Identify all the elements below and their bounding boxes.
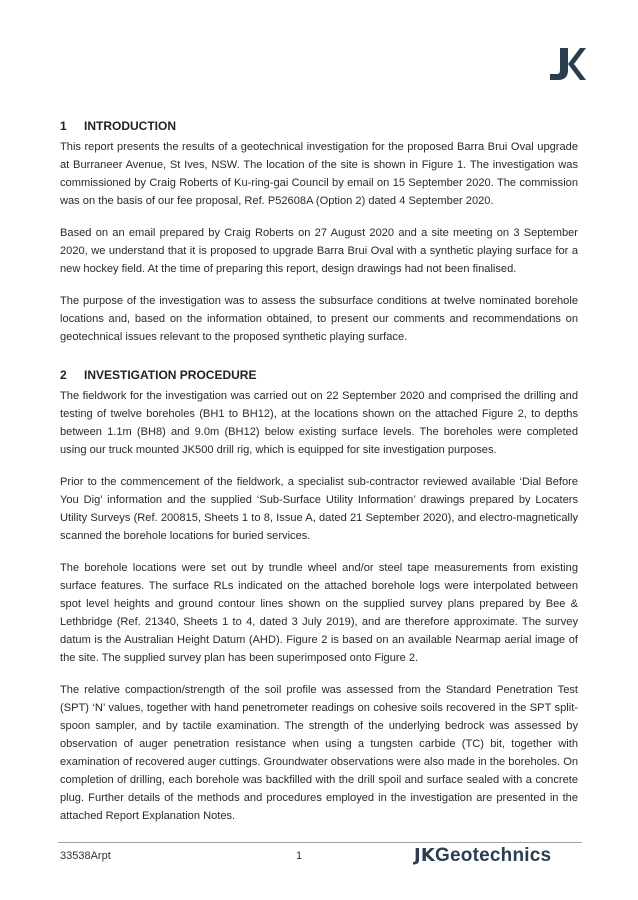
brand-suffix: Geotechnics (435, 845, 552, 866)
paragraph: The borehole locations were set out by trundle wheel and/or steel tape measurements from existing surface features. The surface RLs indicated on the attached borehole logs were interpolated between spot level heights and ground contour lines shown on the supplied survey plans prepared by Bee & Lethbridge (Ref. 21340, Sheets 1 to 4, dated 3 July 2019), and are therefore approximate. The survey datum is the Australian Height Datum (AHD). Figure 2 is based on an available Nearmap aerial image of the site. The supplied survey plan has been superimposed onto Figure 2. (60, 562, 578, 664)
paragraph: Based on an email prepared by Craig Roberts on 27 August 2020 and a site meeting on 3 September 2020, we understand that it is proposed to upgrade Barra Brui Oval with a synthetic playing surface for a new hockey field. At the time of preparing this report, design drawings had not been finalised. (60, 227, 578, 275)
jk-monogram-icon (546, 44, 586, 84)
section-introduction (60, 114, 578, 346)
section-heading (60, 114, 578, 138)
section-heading (60, 363, 578, 387)
paragraph: The relative compaction/strength of the soil profile was assessed from the Standard Penetration Test (SPT) ‘N’ values, together with hand penetrometer readings on cohesive soils recovered in the SPT split-spoon sampler, and by tactile examination. The strength of the underlying bedrock was assessed by observation of auger penetration resistance when using a tungsten carbide (TC) bit, together with examination of recovered auger cuttings. Groundwater observations were also made in the boreholes. On completion of drilling, each borehole was backfilled with the drill spoil and surface sealed with a concrete plug. Further details of the methods and procedures employed in the investigation are presented in the attached Report Explanation Notes. (60, 684, 578, 822)
document-reference: 33538Arpt (60, 850, 111, 862)
section-title: INVESTIGATION PROCEDURE (84, 368, 257, 382)
page-number: 1 (296, 850, 303, 862)
brand-prefix: JK (414, 845, 436, 866)
footer-divider (58, 842, 582, 843)
report-body (60, 114, 578, 842)
brand-logo (414, 845, 551, 867)
section-title: INTRODUCTION (84, 119, 176, 133)
paragraph: The purpose of the investigation was to assess the subsurface conditions at twelve nominated borehole locations and, based on the information obtained, to present our comments and recommendations on geotechnical issues relevant to the proposed synthetic playing surface. (60, 295, 578, 343)
section-number: 2 (60, 368, 67, 382)
paragraph: The fieldwork for the investigation was carried out on 22 September 2020 and comprised the drilling and testing of twelve boreholes (BH1 to BH12), at the locations shown on the attached Figure 2, to depths between 1.1m (BH8) and 9.0m (BH12) below existing surface levels. The boreholes were completed using our truck mounted JK500 drill rig, which is equipped for site investigation purposes. (60, 390, 578, 456)
paragraph: Prior to the commencement of the fieldwork, a specialist sub-contractor reviewed available ‘Dial Before You Dig’ information and the supplied ‘Sub-Surface Utility Information’ drawings prepared by Locaters Utility Surveys (Ref. 200815, Sheets 1 to 8, Issue A, dated 21 September 2020), and electro-magnetically scanned the borehole locations for buried services. (60, 476, 578, 542)
section-number: 1 (60, 119, 67, 133)
paragraph: This report presents the results of a geotechnical investigation for the proposed Barra Brui Oval upgrade at Burraneer Avenue, St Ives, NSW. The location of the site is shown in Figure 1. The investigation was commissioned by Craig Roberts of Ku-ring-gai Council by email on 15 September 2020. The commission was on the basis of our fee proposal, Ref. P52608A (Option 2) dated 4 September 2020. (60, 141, 578, 207)
section-investigation-procedure (60, 363, 578, 825)
